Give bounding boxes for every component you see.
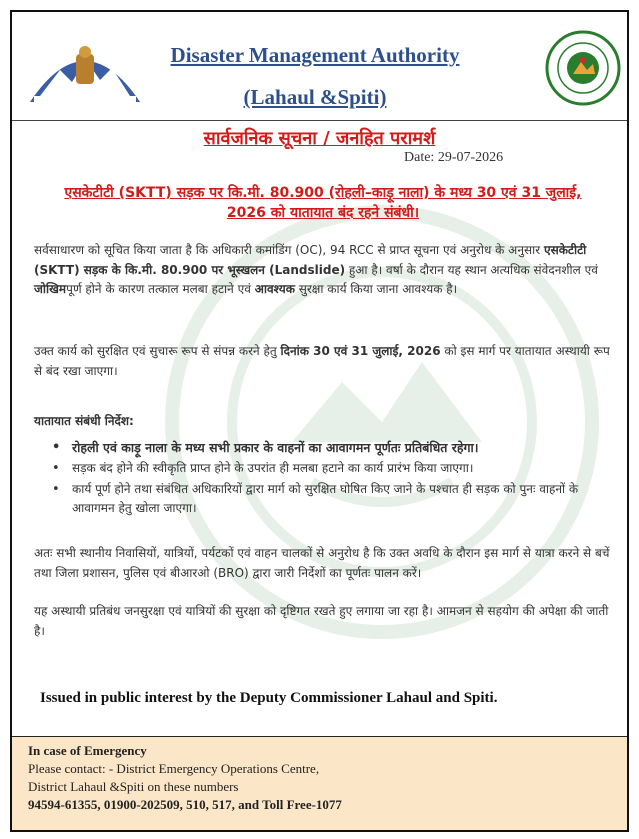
notice-frame xyxy=(10,10,629,832)
list-item: • सड़क बंद होने की स्वीकृति प्राप्त होने के उपरांत ही मलबा हटाने का कार्य प्रारंभ किया जाएगा। xyxy=(72,459,617,478)
notice-title: सार्वजनिक सूचना / जनहित परामर्श xyxy=(203,128,436,149)
org-subtitle: (Lahaul &Spiti) xyxy=(243,85,387,109)
notice-subject xyxy=(34,184,612,223)
emergency-heading: In case of Emergency xyxy=(28,743,147,758)
ddma-seal-icon xyxy=(545,30,621,106)
list-item: • रोहली एवं काड़ू नाला के मध्य सभी प्रकार के वाहनों का आवागमन पूर्णतः प्रतिबंधित रहेगा। xyxy=(72,438,617,457)
instructions-heading: यातायात संबंधी निर्देश: xyxy=(34,414,134,428)
paragraph-2: उक्त कार्य को सुरक्षित एवं सुचारू रूप से संपन्न करने हेतु दिनांक 30 एवं 31 जुलाई, 2026 को इस मार्ग पर यातायात अस्थायी रूप से बंद रखा जाएगा। xyxy=(34,344,610,378)
paragraph-1: सर्वसाधारण को सूचित किया जाता है कि अधिकारी कमांडिंग (OC), 94 RCC से प्राप्त सूचना एवं अनुरोध के अनुसार एसकेटीटी (SKTT) सड़क के कि.मी. 80.900 पर भूस्खलन (Landslide) हुआ है। वर्षा के दौरान यह स्थान अत्यधिक संवेदनशील एवं जोखिमपूर्ण होने के कारण तत्काल मलबा हटाने एवं आवश्यक सुरक्षा कार्य किया जाना आवश्यक है। xyxy=(34,243,598,297)
emergency-box xyxy=(12,736,627,830)
emergency-line-1: Please contact: - District Emergency Operations Centre, xyxy=(28,760,320,776)
emergency-line-2: District Lahaul &Spiti on these numbers xyxy=(28,778,239,794)
paragraph-4: यह अस्थायी प्रतिबंध जनसुरक्षा एवं यात्रियों की सुरक्षा को दृष्टिगत रखते हुए लगाया जा रहा है। आमजन से सहयोग की अपेक्षा की जाती है। xyxy=(34,604,609,638)
org-title: Disaster Management Authority xyxy=(170,43,460,67)
notice-date: Date: 29-07-2026 xyxy=(404,150,504,165)
paragraph-3: अतः सभी स्थानीय निवासियों, यात्रियों, पर्यटकों एवं वाहन चालकों से अनुरोध है कि उक्त अवधि के दौरान इस मार्ग से यात्रा करने से बचें तथा जिला प्रशासन, पुलिस एवं बीआरओ (BRO) द्वारा जारी निर्देशों का पूर्णतः पालन करें। xyxy=(34,546,610,580)
instructions-list xyxy=(72,438,617,519)
emergency-numbers: 94594-61355, 01900-202509, 510, 517, and Toll Free-1077 xyxy=(28,796,342,812)
subject-line-1: एसकेटीटी (SKTT) सड़क पर कि.मी. 80.900 (रोहली–काड़ू नाला) के मध्य 30 एवं 31 जुलाई, xyxy=(64,185,582,201)
himachal-emblem-icon xyxy=(26,30,144,116)
letterhead xyxy=(12,12,627,121)
issued-by: Issued in public interest by the Deputy Commissioner Lahaul and Spiti. xyxy=(40,690,498,706)
list-item: • कार्य पूर्ण होने तथा संबंधित अधिकारियों द्वारा मार्ग को सुरक्षित घोषित किए जाने के पश्चात ही सड़क को पुनः वाहनों के आवागमन हेतु खोला जाएगा। xyxy=(72,480,617,517)
subject-line-2: 2026 को यातायात बंद रहने संबंधी। xyxy=(226,204,420,221)
